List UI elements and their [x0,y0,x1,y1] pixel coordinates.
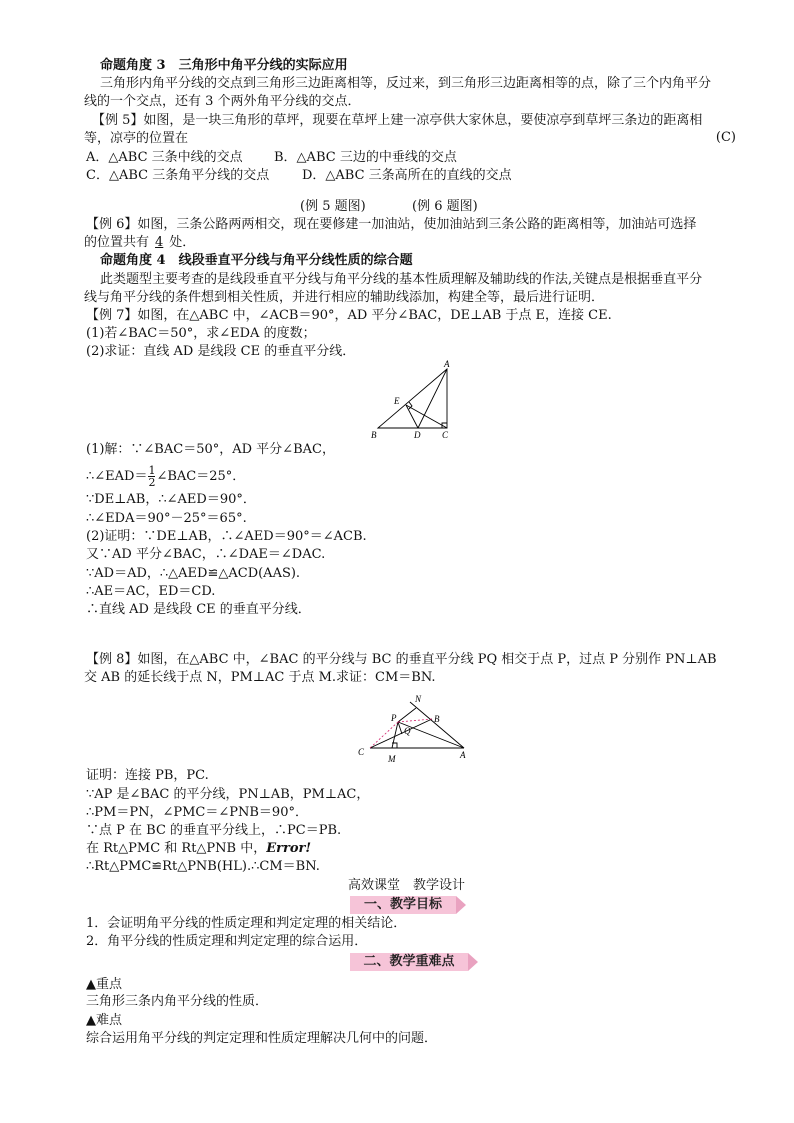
example8-line2: 交 AB 的延长线于点 N，PM⊥AC 于点 M.求证：CM＝BN. [84,670,436,685]
section4-para-line2: 线与角平分线的条件想到相关性质，并进行相应的辅助线添加，构建全等，最后进行证明． [84,290,605,305]
solution-eq-rhs: ∠BAC＝25°． [156,469,246,484]
example7-proof-line1: (2)证明：∵DE⊥AB，∴∠AED＝90°＝∠ACB. [86,529,367,544]
section3-para-line1: 三角形内角平分线的交点到三角形三边距离相等，反过来，到三角形三边距离相等的点，除了三个内角平分 [100,76,712,91]
label-a: A [444,359,450,369]
example8-figure [352,692,474,770]
error-marker: Error! [266,841,312,856]
example6-line1: 【例 6】如图，三条公路两两相交，现在要修建一加油站，使加油站到三条公路的距离相等，加油站可选择 [86,217,697,232]
example7-part2: (2)求证：直线 AD 是线段 CE 的垂直平分线． [86,344,356,359]
example5-line2: 等，凉亭的位置在 [84,131,189,146]
banner-key-difficult-points: 二、教学重难点 [350,953,468,971]
proof-text: 在 Rt△PMC 和 Rt△PNB 中， [86,841,267,856]
fraction-denominator: 2 [148,476,156,489]
section3-para-line2: 线的一个交点，还有 3 个两外角平分线的交点． [84,94,361,109]
example7-proof-line3: ∵AD＝AD，∴△AED≌△ACD(AAS). [86,566,301,581]
label-p: P [391,713,397,723]
example8-proof-line5 [86,840,311,857]
example6-line2 [84,234,195,251]
section4-para-line1: 此类题型主要考查的是线段垂直平分线与角平分线的基本性质理解及辅助线的作法,关键点是根据垂直平分 [100,272,703,287]
example7-solution-line1: (1)解：∵∠BAC＝50°，AD 平分∠BAC， [86,442,335,457]
label-n: N [415,694,422,704]
example5-answer: (C) [715,130,736,145]
example8-proof-line4: ∵点 P 在 BC 的垂直平分线上，∴PC＝PB. [86,823,342,838]
example8-proof-line2: ∵AP 是∠BAC 的平分线，PN⊥AB，PM⊥AC， [86,787,370,802]
example5-option-b: B．△ABC 三边的中垂线的交点 [274,150,457,165]
example8-line1: 【例 8】如图，在△ABC 中，∠BAC 的平分线与 BC 的垂直平分线 PQ 相交于点 P，过点 P 分别作 PN⊥AB [86,652,717,667]
solution-eq-lhs: ∴∠EAD＝ [86,469,148,484]
fraction-half [148,465,155,488]
example7-line1: 【例 7】如图，在△ABC 中，∠ACB＝90°，AD 平分∠BAC，DE⊥AB 于点 E，连接 CE. [86,308,612,323]
example6-tail: 处． [169,235,196,250]
label-b: B [371,430,377,440]
example7-solution-line2 [86,465,245,488]
key-point-text: 三角形三条内角平分线的性质． [86,994,269,1009]
banner-teaching-goals: 一、教学目标 [350,896,456,914]
example7-solution-line4: ∴∠EDA＝90°－25°＝65°. [86,511,247,526]
difficult-point-heading: ▲难点 [86,1013,122,1028]
example7-figure [368,358,468,442]
label-c: C [442,430,449,440]
example5-option-d: D．△ABC 三条高所在的直线的交点 [302,168,512,183]
label-d: D [414,430,421,440]
example7-solution-line3: ∵DE⊥AB，∴∠AED＝90°． [86,492,256,507]
label-e: E [394,396,400,406]
difficult-point-text: 综合运用角平分线的判定定理和性质定理解决几何中的问题． [86,1031,438,1046]
example5-line1: 【例 5】如图，是一块三角形的草坪，现要在草坪上建一凉亭供大家休息，要使凉亭到草坪三条边的距离相 [92,113,703,128]
goal-item-2: 2．角平分线的性质定理和判定定理的综合运用． [86,934,368,949]
label-a: A [460,750,466,760]
example8-proof-line6: ∴Rt△PMC≌Rt△PNB(HL).∴CM＝BN. [86,859,320,874]
example8-proof-line1: 证明：连接 PB，PC. [86,768,209,783]
label-q: Q [404,726,411,736]
goal-item-1: 1．会证明角平分线的性质定理和判定定理的相关结论． [86,916,407,931]
section4-title: 命题角度 4 线段垂直平分线与角平分线性质的综合题 [100,253,413,268]
key-point-heading: ▲重点 [86,977,122,992]
design-title: 高效课堂 教学设计 [348,878,466,893]
example5-figure-caption: (例 5 题图) [300,199,366,214]
example7-part1: (1)若∠BAC＝50°，求∠EDA 的度数； [86,326,316,341]
example6-answer: 4 [155,235,164,250]
example5-option-a: A．△ABC 三条中线的交点 [86,150,243,165]
fraction-numerator: 1 [148,464,156,477]
example6-figure-caption: (例 6 题图) [412,199,478,214]
label-b: B [434,714,440,724]
label-m: M [388,754,396,764]
section3-title: 命题角度 3 三角形中角平分线的实际应用 [100,58,348,73]
example8-proof-line3: ∴PM＝PN，∠PMC＝∠PNB＝90°． [86,805,308,820]
example7-proof-line5: ∴直线 AD 是线段 CE 的垂直平分线． [86,602,311,617]
label-c: C [358,747,365,757]
example7-proof-line2: 又∵AD 平分∠BAC，∴∠DAE＝∠DAC. [86,547,326,562]
example7-proof-line4: ∴AE＝AC，ED＝CD. [86,584,216,599]
example5-option-c: C．△ABC 三条角平分线的交点 [86,168,270,183]
example6-text: 的位置共有 [84,235,150,250]
